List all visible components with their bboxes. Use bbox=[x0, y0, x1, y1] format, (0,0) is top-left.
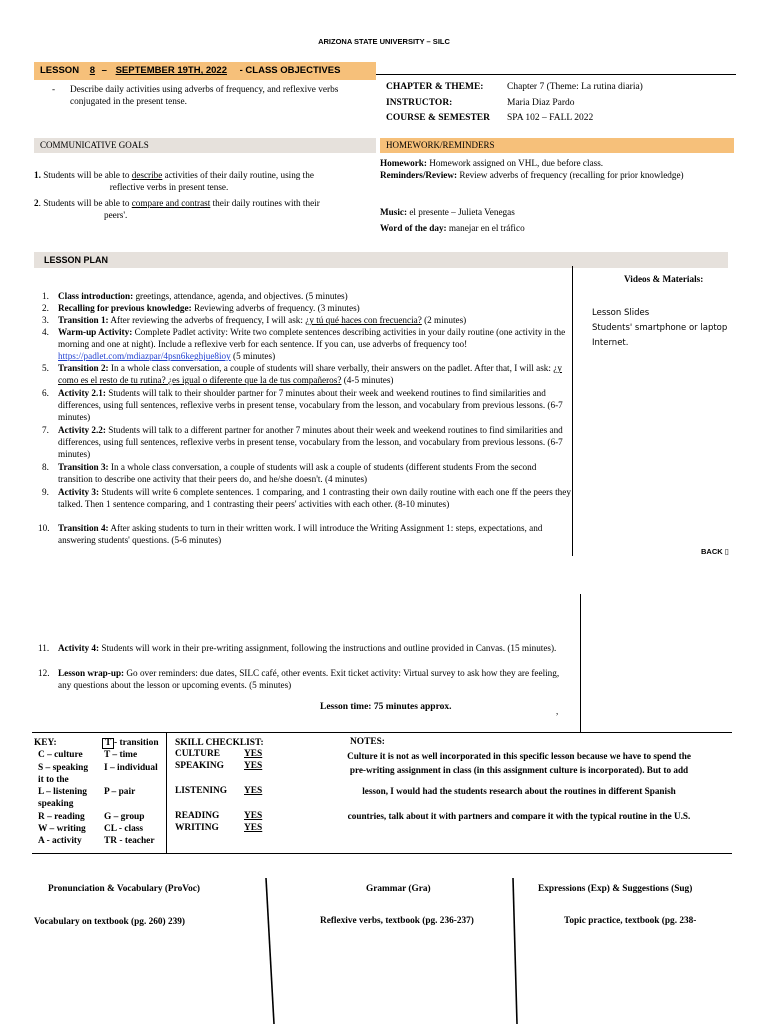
materials-list bbox=[592, 306, 727, 351]
lesson-plan-item bbox=[42, 461, 572, 485]
homework-block bbox=[380, 157, 725, 181]
homework-label: Homework: bbox=[380, 158, 427, 168]
key-code: W – writing bbox=[38, 824, 86, 835]
goal-1-text-a: Students will be able to bbox=[43, 170, 132, 180]
key-row bbox=[34, 762, 166, 774]
lesson-bar bbox=[34, 62, 376, 80]
key-code: R – reading bbox=[38, 811, 85, 822]
goal-2-number: 2 bbox=[34, 198, 39, 208]
objective-text: Describe daily activities using adverbs of frequency, and reflexive verbs conjugated in the present tense. bbox=[70, 85, 339, 107]
lesson-plan-item bbox=[38, 667, 572, 691]
lesson-plan-item-heading: Transition 2: bbox=[58, 363, 109, 373]
notes-line-1: Culture it is not as well incorporated in this specific lesson because we have to spend the bbox=[347, 751, 691, 761]
lesson-plan-item-text: Activity 2.2: Students will talk to a different partner for another 7 minutes about their week and weekend routines to find similarities and differences, using full sentences, reflexive verbs in present tense, vocabulary from the lesson, and vocabulary from previous lessons. (6-7 minutes) bbox=[58, 425, 563, 459]
provoc-title: Pronunciation & Vocabulary (ProVoc) bbox=[48, 884, 200, 894]
material-internet: Internet. bbox=[592, 338, 629, 348]
chapter-label: CHAPTER & THEME: bbox=[386, 82, 484, 92]
skill-culture-value: YES bbox=[244, 749, 263, 759]
homework-title: HOMEWORK/REMINDERS bbox=[380, 138, 734, 153]
lesson-prefix: LESSON bbox=[40, 65, 80, 76]
stray-mark: , bbox=[556, 706, 559, 716]
lesson-plan-item-text: Activity 4: Students will work in their pre-writing assignment, following the instructions and outline provided in Canvas. (15 minutes). bbox=[58, 643, 557, 653]
lesson-plan-question: ¿y tú qué haces con frecuencia? bbox=[305, 315, 422, 325]
communicative-goals-title: COMMUNICATIVE GOALS bbox=[34, 138, 376, 153]
key-code-secondary: I – individual bbox=[104, 762, 158, 773]
key-row bbox=[34, 811, 166, 823]
lesson-plan-item-heading: Activity 4: bbox=[58, 643, 100, 653]
skill-writing-label: WRITING bbox=[175, 823, 219, 833]
key-t-box: T bbox=[102, 738, 114, 749]
lesson-plan-item-text: Lesson wrap-up: Go over reminders: due dates, SILC café, other events. Exit ticket activity: Virtual survey to ask how they are feeling, any questions about the lesson or upcoming events. (5 minutes) bbox=[58, 668, 560, 690]
key-transition: - transition bbox=[114, 738, 159, 748]
key-code-secondary: P – pair bbox=[104, 787, 136, 798]
lesson-plan-question: ¿y como es el resto de tu rutina? ¿es igual o diferente que la de tus compañeros? bbox=[58, 363, 562, 385]
lesson-plan-item bbox=[42, 362, 572, 386]
goal-1-text-c: reflective verbs in present tense. bbox=[109, 182, 229, 192]
skill-culture-label: CULTURE bbox=[175, 749, 220, 759]
lesson-plan-item-heading: Activity 2.1: bbox=[58, 388, 106, 398]
skill-listening-label: LISTENING bbox=[175, 786, 228, 796]
lesson-plan-item-number: 3. bbox=[42, 315, 49, 325]
key-title: KEY: bbox=[34, 738, 57, 748]
skill-reading-label: READING bbox=[175, 811, 220, 821]
notes-text-top bbox=[300, 749, 738, 777]
lesson-plan-item-heading: Activity 3: bbox=[58, 487, 100, 497]
key-row bbox=[34, 823, 166, 835]
lesson-plan-item-number: 8. bbox=[42, 462, 49, 472]
lesson-plan-item-number: 9. bbox=[42, 487, 49, 497]
lesson-plan-item bbox=[42, 302, 572, 314]
bottom-column-lines bbox=[0, 870, 768, 1024]
goal-2-text-c: peers'. bbox=[104, 210, 128, 220]
lesson-plan-item-number: 11. bbox=[38, 643, 50, 653]
homework-value: Homework assigned on VHL, due before class. bbox=[426, 158, 604, 168]
lesson-plan-item bbox=[42, 290, 572, 302]
music-value: el presente – Julieta Venegas bbox=[407, 207, 515, 217]
instructor-label: INSTRUCTOR: bbox=[386, 98, 453, 108]
lesson-plan-item-heading: Lesson wrap-up: bbox=[58, 668, 125, 678]
grammar-text: Reflexive verbs, textbook (pg. 236-237) bbox=[320, 916, 474, 926]
lesson-plan-item bbox=[42, 326, 572, 362]
goal-2 bbox=[34, 197, 374, 221]
music-label: Music: bbox=[380, 207, 408, 217]
skill-speaking-value: YES bbox=[244, 761, 263, 771]
lesson-plan-item-number: 4. bbox=[42, 327, 49, 337]
objective-block: - Describe daily activities using adverbs of frequency, and reflexive verbs conjugated in the present tense. bbox=[52, 84, 372, 108]
key-code-secondary: T – time bbox=[104, 750, 138, 761]
lesson-plan-item bbox=[42, 387, 572, 423]
lesson-dash: – bbox=[101, 65, 107, 76]
key-code: speaking bbox=[38, 799, 74, 810]
lesson-plan-item-heading: Transition 1: bbox=[58, 315, 109, 325]
lesson-plan-item-number: 10. bbox=[38, 523, 50, 533]
lesson-plan-item-text: Transition 3: In a whole class conversation, a couple of students will ask a couple of students (different students From the second transition to describe one activity that their peers do, and he/she doesn't. (4 minutes) bbox=[58, 462, 537, 484]
lesson-plan-item-number: 1. bbox=[42, 291, 49, 301]
reminders-label: Reminders/Review: bbox=[380, 170, 458, 180]
lesson-suffix: - CLASS OBJECTIVES bbox=[239, 65, 341, 76]
key-code: L – listening bbox=[38, 787, 87, 798]
lesson-plan-item-text: Transition 1: After reviewing the adverbs of frequency, I will ask: ¿y tú qué haces con frecuencia? (2 minutes) bbox=[58, 315, 467, 325]
skill-writing-value: YES bbox=[244, 823, 263, 833]
chapter-value: Chapter 7 (Theme: La rutina diaria) bbox=[507, 82, 643, 92]
lesson-plan-item-number: 2. bbox=[42, 303, 49, 313]
lesson-plan-item-text: Recalling for previous knowledge: Reviewing adverbs of frequency. (3 minutes) bbox=[58, 303, 360, 313]
goal-1-number: 1. bbox=[34, 170, 41, 180]
lesson-plan-item-text: Activity 3: Students will write 6 complete sentences. 1 comparing, and 1 contrasting their own daily routine with each one ff the peers they talked. Then 1 sentence comparing, and 1 contrasting their peers' activities with each other. (8-10 minutes) bbox=[58, 487, 571, 509]
goal-1 bbox=[34, 169, 364, 193]
lesson-plan-title: LESSON PLAN bbox=[34, 252, 728, 268]
key-row bbox=[34, 798, 166, 810]
lesson-date: SEPTEMBER 19TH, 2022 bbox=[115, 65, 227, 76]
lesson-plan-item-text: Transition 2: In a whole class conversation, a couple of students will share verbally, their answers on the padlet. After that, I will ask: ¿y como es el resto de tu rutina? ¿es igual o diferente que la de tus compañeros? (4-5 minutes) bbox=[58, 363, 562, 385]
lesson-time: Lesson time: 75 minutes approx. bbox=[320, 702, 452, 712]
course-label: COURSE & SEMESTER bbox=[386, 113, 490, 123]
skill-reading-value: YES bbox=[244, 811, 263, 821]
goal-2-underlined: compare and contrast bbox=[131, 198, 211, 208]
notes-line-4: countries, talk about it with partners and compare it with the typical routine in the U.S. bbox=[347, 811, 691, 821]
key-code: it to the bbox=[38, 774, 69, 785]
skill-title: SKILL CHECKLIST: bbox=[175, 738, 264, 748]
expressions-text: Topic practice, textbook (pg. 238- bbox=[564, 916, 697, 926]
lesson-plan-item-number: 5. bbox=[42, 363, 49, 373]
key-code-secondary: CL - class bbox=[104, 824, 144, 835]
lesson-plan-item-text: Activity 2.1: Students will talk to their shoulder partner for 7 minutes about their week and weekend routines to find similarities and differences, using full sentences, reflexive verbs in present tense, vocabulary from the lesson, and vocabulary from previous lessons. (6-7 minutes) bbox=[58, 388, 563, 422]
lesson-plan-item-text: Transition 4: After asking students to turn in their written work. I will introduce the Writing Assignment 1: steps, expectations, and answering students' questions. (5-6 minutes) bbox=[58, 523, 543, 545]
key-block bbox=[34, 737, 166, 848]
lesson-plan-item bbox=[42, 424, 572, 460]
course-value: SPA 102 – FALL 2022 bbox=[507, 113, 594, 123]
university-header: ARIZONA STATE UNIVERSITY – SILC bbox=[318, 37, 450, 46]
goal-2-text-a: . Students will be able to bbox=[38, 198, 132, 208]
lesson-plan-item-heading: Class introduction: bbox=[58, 291, 134, 301]
key-row bbox=[34, 774, 166, 786]
goal-1-underlined: describe bbox=[131, 170, 163, 180]
padlet-link[interactable]: https://padlet.com/mdiazpar/4psn6keghjue8ioy bbox=[58, 351, 231, 361]
key-code-secondary: TR - teacher bbox=[104, 836, 155, 847]
notes-title: NOTES: bbox=[350, 737, 385, 747]
key-code: C – culture bbox=[38, 750, 83, 761]
materials-title: Videos & Materials: bbox=[624, 274, 704, 284]
word-of-day-value: manejar en el tráfico bbox=[446, 223, 525, 233]
lesson-plan-item bbox=[38, 522, 572, 546]
goal-2-text-b: their daily routines with their bbox=[210, 198, 320, 208]
notes-line-2: pre-writing assignment in class (in this assignment culture is incorporated). But to add bbox=[349, 765, 689, 775]
skill-listening-value: YES bbox=[244, 786, 263, 796]
lesson-plan-item-number: 12. bbox=[38, 668, 50, 678]
goal-1-text-b: activities of their daily routine, using the bbox=[162, 170, 314, 180]
lesson-plan-item bbox=[38, 642, 572, 654]
key-row bbox=[34, 835, 166, 847]
lesson-plan-item-heading: Activity 2.2: bbox=[58, 425, 106, 435]
music-row bbox=[380, 207, 515, 217]
lesson-number: 8 bbox=[89, 65, 95, 76]
key-code: S – speaking bbox=[38, 762, 89, 773]
lesson-plan-item-heading: Warm-up Activity: bbox=[58, 327, 133, 337]
word-of-day-label: Word of the day: bbox=[380, 223, 447, 233]
material-devices: Students' smartphone or laptop bbox=[592, 323, 728, 333]
notes-line-3: lesson, I would had the students research about the routines in different Spanish bbox=[362, 786, 676, 796]
lesson-plan-item bbox=[42, 314, 572, 326]
lesson-plan-item-heading: Transition 3: bbox=[58, 462, 109, 472]
skill-speaking-label: SPEAKING bbox=[175, 761, 224, 771]
key-code: A - activity bbox=[38, 836, 82, 847]
lesson-plan-item-heading: Transition 4: bbox=[58, 523, 109, 533]
instructor-value: Maria Diaz Pardo bbox=[507, 98, 575, 108]
back-link[interactable]: BACK ▯ bbox=[701, 547, 729, 556]
lesson-plan-item-heading: Recalling for previous knowledge: bbox=[58, 303, 192, 313]
key-code-secondary: G – group bbox=[104, 811, 145, 822]
lesson-plan-item-number: 7. bbox=[42, 425, 49, 435]
material-slides: Lesson Slides bbox=[592, 308, 650, 318]
lesson-plan-item-text: Warm-up Activity: Complete Padlet activity: Write two complete sentences describing activities in your daily routine (one activity in the morning and one at night). Include a reflexive verb for each sentence. If you can, use adverbs of frequency too! https://padlet.com/mdiazpar/4psn6keghjue8ioy (5 minutes) bbox=[58, 327, 566, 361]
key-row bbox=[34, 749, 166, 761]
reminders-value: Review adverbs of frequency (recalling for prior knowledge) bbox=[457, 170, 684, 180]
key-row bbox=[34, 786, 166, 798]
expressions-title: Expressions (Exp) & Suggestions (Sug) bbox=[538, 884, 693, 894]
grammar-title: Grammar (Gra) bbox=[366, 884, 431, 894]
word-of-day-row bbox=[380, 223, 525, 233]
lesson-plan-item-number: 6. bbox=[42, 388, 49, 398]
lesson-plan-item-text: Class introduction: greetings, attendance, agenda, and objectives. (5 minutes) bbox=[58, 291, 348, 301]
provoc-text: Vocabulary on textbook (pg. 260) 239) bbox=[34, 917, 185, 927]
lesson-plan-item bbox=[42, 486, 572, 510]
